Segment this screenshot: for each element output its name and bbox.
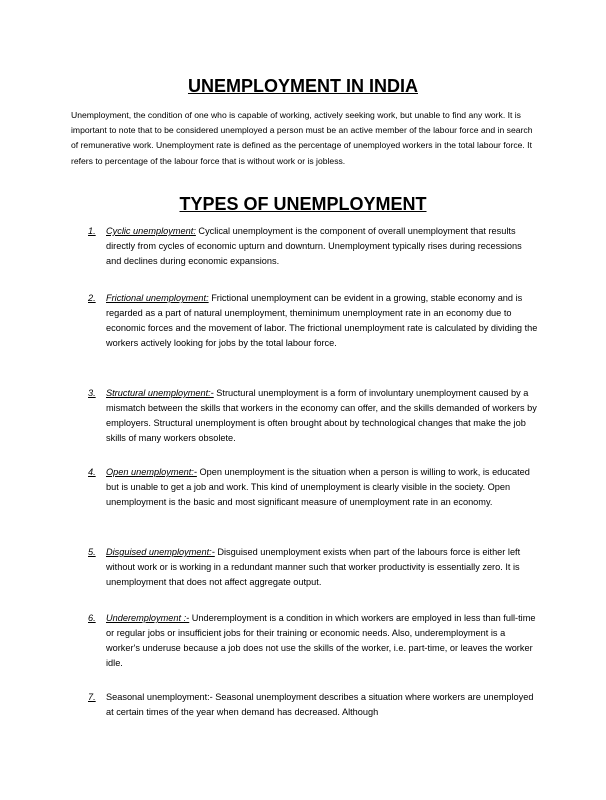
list-item-term: Disguised unemployment:- — [106, 547, 215, 557]
list-item-text: Frictional unemployment can be evident in a growing, stable economy and is regarded as a part of natural unemployment, theminimum unemployment rate in an economy due to economic forces and the movement of labor. The frictional unemployment rate is calculated by dividing the workers actively looking for jobs by the total labour force. — [106, 293, 538, 348]
list-item-text: Seasonal unemployment describes a situation where workers are unemployed at certain times of the year when demand has decreased. Although — [106, 692, 534, 717]
list-item-number: 1. — [88, 226, 96, 236]
list-item-text: Cyclical unemployment is the component of overall unemployment that results directly from cycles of economic upturn and downturn. Unemployment typically rises during recessions and declines during economic expansions. — [106, 226, 522, 266]
list-item-structural — [88, 386, 538, 446]
list-item-term: Open unemployment:- — [106, 467, 197, 477]
list-item-term: Underemployment :- — [106, 613, 190, 623]
list-item-frictional — [88, 291, 538, 351]
section-title: TYPES OF UNEMPLOYMENT — [179, 194, 427, 214]
list-item-term: Frictional unemployment: — [106, 293, 209, 303]
list-item-open — [88, 465, 538, 510]
list-item-number: 3. — [88, 388, 96, 398]
list-item-text: Underemployment is a condition in which workers are employed in less than full-time or regular jobs or insufficient jobs for their training or economic needs. Also, underemployment is a worker's underuse because a job does not use the skills of the worker, i.e. part-time, or leaves the worker idle. — [106, 613, 536, 668]
list-item-disguised — [88, 545, 538, 590]
list-item-term: Structural unemployment:- — [106, 388, 214, 398]
list-item-text: Disguised unemployment exists when part of the labours force is either left without work or is working in a redundant manner such that worker productivity is essentially zero. It is unemployment that does not affect aggregate output. — [106, 547, 521, 587]
list-item-number: 6. — [88, 613, 96, 623]
list-item-term: Seasonal unemployment:- — [106, 692, 213, 702]
list-item-number: 5. — [88, 547, 96, 557]
list-item-number: 2. — [88, 293, 96, 303]
page-title: UNEMPLOYMENT IN INDIA — [187, 76, 418, 96]
list-item-term: Cyclic unemployment: — [106, 226, 196, 236]
list-item-number: 4. — [88, 467, 96, 477]
intro-paragraph: Unemployment, the condition of one who is capable of working, actively seeking work, but unable to find any work. It is important to note that to be considered unemployed a person must be an active member of the labour force and in search of remunerative work. Unemployment rate is defined as the percentage of unemployed workers in the total labour force. It refers to percentage of the labour force that is without work or is jobless. — [71, 110, 533, 166]
list-item-seasonal — [88, 690, 538, 720]
list-item-text: Open unemployment is the situation when a person is willing to work, is educated but is unable to get a job and work. This kind of unemployment is clearly visible in the society. Open unemployment is the basic and most significant measure of unemployment rate in an economy. — [106, 467, 530, 507]
list-item-cyclic — [88, 224, 538, 269]
list-item-text: Structural unemployment is a form of involuntary unemployment caused by a mismatch between the skills that workers in the economy can offer, and the skills demanded of workers by employers. Structural unemployment is often brought about by technological changes that make the job skills of many workers obsolete. — [106, 388, 537, 443]
list-item-number: 7. — [88, 692, 96, 702]
list-item-underemployment — [88, 611, 538, 671]
